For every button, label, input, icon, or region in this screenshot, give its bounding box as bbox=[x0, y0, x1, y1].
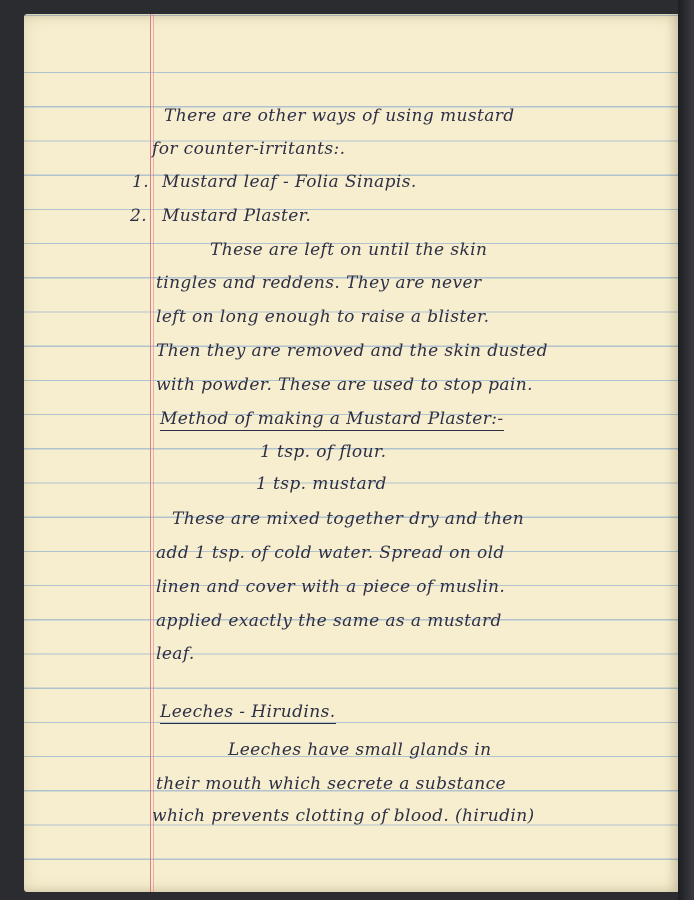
text-line: linen and cover with a piece of muslin. bbox=[156, 577, 506, 597]
text-line: Then they are removed and the skin dusted bbox=[156, 341, 548, 361]
heading-text: Method of making a Mustard Plaster:- bbox=[160, 409, 504, 429]
text-line: leaf. bbox=[156, 644, 195, 664]
heading-text: Leeches - Hirudins. bbox=[160, 702, 336, 722]
text-line: Mustard Plaster. bbox=[162, 206, 312, 226]
text-line: Mustard leaf - Folia Sinapis. bbox=[162, 172, 417, 192]
text-line: add 1 tsp. of cold water. Spread on old bbox=[156, 543, 505, 563]
handwritten-text bbox=[24, 14, 680, 892]
text-line: tingles and reddens. They are never bbox=[156, 273, 482, 293]
text-line: There are other ways of using mustard bbox=[164, 106, 515, 126]
text-line: applied exactly the same as a mustard bbox=[156, 611, 502, 631]
text-line: 1 tsp. mustard bbox=[256, 474, 387, 494]
text-line: for counter-irritants:. bbox=[152, 139, 346, 159]
list-number: 1. bbox=[132, 172, 150, 192]
text-line: their mouth which secrete a substance bbox=[156, 774, 507, 794]
section-heading bbox=[160, 702, 336, 722]
text-line: These are left on until the skin bbox=[210, 240, 488, 260]
notebook-page bbox=[24, 14, 680, 892]
text-line: 1 tsp. of flour. bbox=[260, 442, 387, 462]
text-line: These are mixed together dry and then bbox=[172, 509, 525, 529]
text-line: with powder. These are used to stop pain. bbox=[156, 375, 533, 395]
text-line: which prevents clotting of blood. (hirudin) bbox=[152, 806, 535, 826]
text-line: left on long enough to raise a blister. bbox=[156, 307, 490, 327]
list-number: 2. bbox=[130, 206, 148, 226]
text-line: Leeches have small glands in bbox=[228, 740, 492, 760]
notebook-spine bbox=[678, 0, 694, 900]
section-heading bbox=[160, 409, 504, 429]
